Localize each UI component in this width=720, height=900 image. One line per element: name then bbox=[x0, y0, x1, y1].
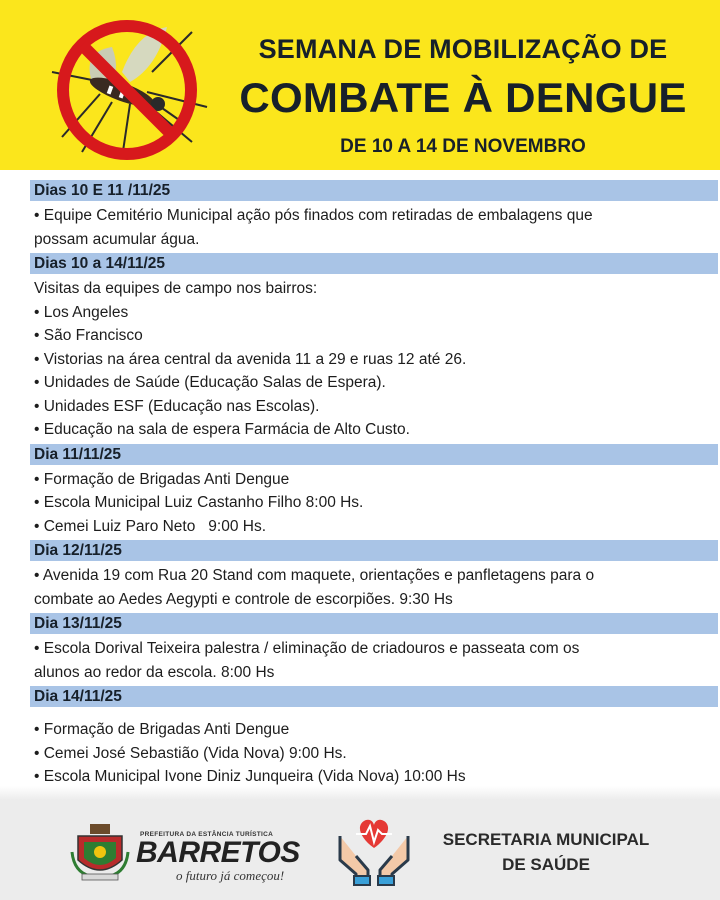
schedule-line: • Cemei Luiz Paro Neto 9:00 Hs. bbox=[34, 517, 267, 535]
schedule-line: • Vistorias na área central da avenida 11 a 29 e ruas 12 até 26. bbox=[34, 350, 467, 368]
hands-heart-icon bbox=[334, 812, 414, 886]
schedule-line: possam acumular água. bbox=[34, 230, 200, 248]
section-heading: Dias 10 E 11 /11/25 bbox=[30, 180, 718, 201]
footer-fade bbox=[0, 786, 720, 800]
schedule-line: • São Francisco bbox=[34, 327, 143, 344]
schedule-line: • Escola Municipal Ivone Diniz Junqueira (Vida Nova) 10:00 Hs bbox=[34, 768, 466, 785]
section-body bbox=[30, 561, 716, 613]
schedule-line: • Unidades de Saúde (Educação Salas de Espera). bbox=[34, 374, 386, 391]
schedule-line: combate ao Aedes Aegypti e controle de escorpiões. 9:30 Hs bbox=[34, 590, 453, 608]
section-body bbox=[30, 707, 716, 791]
prefeitura-label: PREFEITURA DA ESTÂNCIA TURÍSTICA bbox=[140, 831, 274, 838]
secretaria-line-2: DE SAÚDE bbox=[502, 855, 590, 874]
section-heading: Dia 14/11/25 bbox=[30, 686, 718, 707]
section-body bbox=[30, 201, 716, 253]
schedule-line: • Formação de Brigadas Anti Dengue bbox=[34, 470, 290, 488]
schedule-line: • Escola Municipal Luiz Castanho Filho 8:00 Hs. bbox=[34, 494, 364, 511]
schedule-line: alunos ao redor da escola. 8:00 Hs bbox=[34, 663, 275, 681]
no-mosquito-icon bbox=[42, 12, 212, 162]
section-heading: Dia 13/11/25 bbox=[30, 613, 718, 634]
section-heading: Dia 12/11/25 bbox=[30, 540, 718, 561]
schedule-line: Visitas da equipes de campo nos bairros: bbox=[34, 280, 318, 297]
schedule-line: • Avenida 19 com Rua 20 Stand com maquete, orientações e panfletagens para o bbox=[34, 567, 595, 584]
section-body bbox=[30, 274, 716, 444]
schedule-line-blank bbox=[34, 710, 716, 718]
schedule-line: • Educação na sala de espera Farmácia de Alto Custo. bbox=[34, 421, 410, 438]
schedule-line: • Unidades ESF (Educação nas Escolas). bbox=[34, 397, 320, 415]
city-crest-icon bbox=[70, 822, 130, 882]
schedule-line: • Los Angeles bbox=[34, 303, 129, 321]
title-line-2: COMBATE À DENGUE bbox=[239, 74, 687, 121]
secretaria-line-1: SECRETARIA MUNICIPAL bbox=[442, 830, 650, 849]
schedule-line: • Equipe Cemitério Municipal ação pós finados com retiradas de embalagens que bbox=[34, 207, 593, 224]
barretos-tagline: o futuro já começou! bbox=[176, 868, 285, 883]
header-banner bbox=[0, 0, 720, 170]
section-heading: Dias 10 a 14/11/25 bbox=[30, 253, 718, 274]
section-heading: Dia 11/11/25 bbox=[30, 444, 718, 465]
section-body bbox=[30, 465, 716, 541]
barretos-logo-text: BARRETOS bbox=[136, 836, 300, 869]
schedule-line: • Formação de Brigadas Anti Dengue bbox=[34, 721, 290, 738]
schedule-line: • Escola Dorival Teixeira palestra / eliminação de criadouros e passeata com os bbox=[34, 640, 580, 657]
date-range: DE 10 A 14 DE NOVEMBRO bbox=[340, 136, 586, 157]
schedule bbox=[0, 180, 720, 791]
section-body bbox=[30, 634, 716, 686]
title-line-1: SEMANA DE MOBILIZAÇÃO DE bbox=[258, 34, 668, 64]
schedule-line: • Cemei José Sebastião (Vida Nova) 9:00 Hs. bbox=[34, 744, 347, 762]
